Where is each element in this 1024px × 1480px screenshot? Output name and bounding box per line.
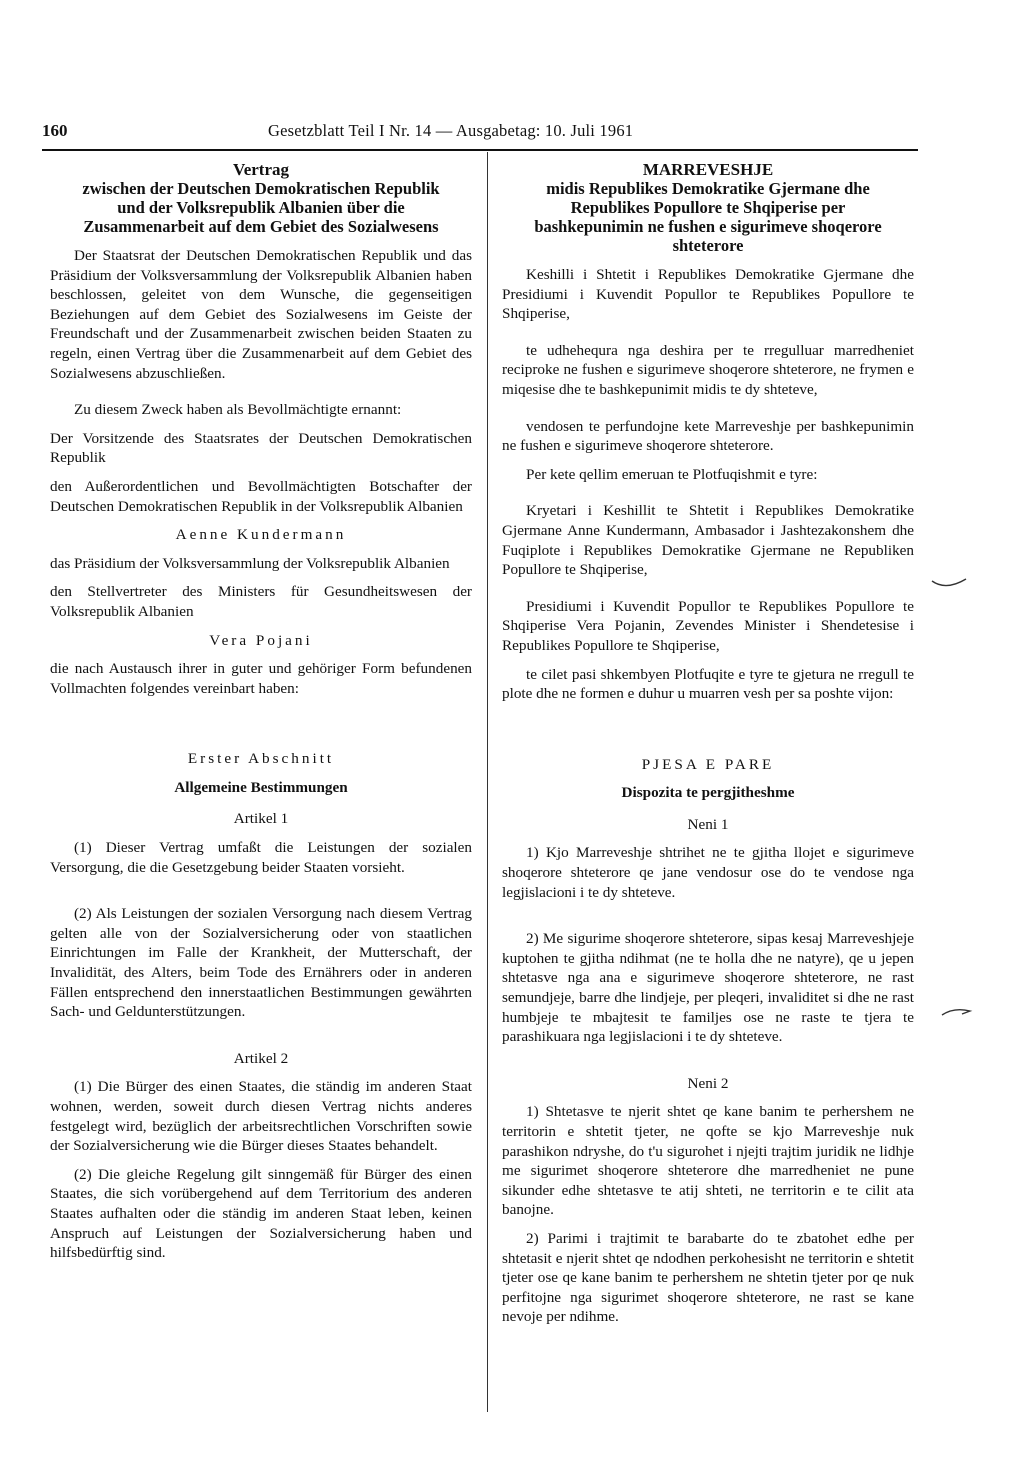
page-header: [42, 121, 918, 145]
german-article-1-para-1: (1) Dieser Vertrag umfaßt die Leistungen der sozialen Versorgung, die die Gesetzgebung beider Staaten vorsieht.: [50, 839, 472, 876]
column-divider: [487, 152, 488, 1412]
albanian-purpose: Per kete qellim emeruan te Plotfuqishmit e tyre:: [526, 465, 818, 483]
albanian-title-line: MARREVESHJE: [642, 160, 774, 179]
german-section-subtitle: Allgemeine Bestimmungen: [174, 778, 348, 796]
german-article-1-para-2: (2) Als Leistungen der sozialen Versorgung nach diesem Vertrag gelten alle von der Sozialversicherung oder von staatlichen Einrichtungen im Falle der Krankheit, der Mutterschaft, der Invalidität, des Alters, beim Tode des Ernährers oder in anderen Fällen entsprechend den innerstaatlichen Bestimmungen gewährten Sach- und Geldunterstützungen.: [50, 905, 472, 1021]
german-article-2-para-2: (2) Die gleiche Regelung gilt sinngemäß für Bürger des einen Staates, die sich vorübergehend auf dem Territorium des anderen Staates aufhalten oder die ständig im anderen Staat leben, keinen Anspruch auf Leistungen der Sozialversicherung haben und hilfsbedürftig sind.: [50, 1165, 472, 1262]
albanian-preamble-3: vendosen te perfundojne kete Marreveshje per bashkepunimin ne fushen e sigurimeve shoqerore shteterore.: [502, 417, 914, 455]
running-title: Gesetzblatt Teil I Nr. 14 — Ausgabetag: 10. Juli 1961: [268, 121, 634, 140]
albanian-article-1-para-1: 1) Kjo Marreveshje shtrihet ne te gjitha llojet e sigurimeve shoqerore shteterore qe jane vendosur ose do te vendose nga legjislacioni i te dy shteteve.: [502, 844, 914, 901]
german-preamble: Der Staatsrat der Deutschen Demokratischen Republik und das Präsidium der Volksversammlung der Volksrepublik Albanien haben beschlossen, geleitet von dem Wunsche, die gegenseitigen Beziehungen auf dem Gebiet des Sozialwesens im Geiste der Freundschaft und der Zusammenarbeit zwischen beiden Staaten zu regeln, einen Vertrag über die Zusammenarbeit auf dem Gebiet des Sozialwesens abzuschließen.: [50, 247, 472, 382]
albanian-agreement: te cilet pasi shkembyen Plotfuqite e tyre te gjetura ne rregull te plote dhe ne formen e duhur u muarren vesh per sa poshte vijon:: [502, 665, 914, 703]
margin-pen-mark: [940, 1005, 980, 1019]
german-appointer-1: Der Vorsitzende des Staatsrates der Deutschen Demokratischen Republik: [50, 429, 472, 467]
german-article-2-para-1: (1) Die Bürger des einen Staates, die ständig im anderen Staat wohnen, werden, soweit durch diesen Vertrag nichts anderes festgelegt wird, bezüglich der arbeitsrechtlichen Vorschriften sowie der Sozialversicherung wie die Bürger dieses Staates behandelt.: [50, 1078, 472, 1155]
german-appointee-2-role: den Stellvertreter des Ministers für Gesundheitswesen der Volksrepublik Albanien: [50, 583, 472, 620]
albanian-title-line: shteterore: [672, 236, 744, 255]
albanian-article-2-para-1: 1) Shtetasve te njerit shtet qe kane banim te perhershem ne territorin e shtetit tjeter, ne qofte se kjo Marreveshje nuk parashikon ndryshe, do t'u sigurohet i njejti trajtim juridik ne lidhje me sigurimet shoqerore shteterore dhe marredheniet ne pune sikunder edhe shtetasve te atij shteti, ne territorin e te cilit ata banojne.: [502, 1103, 914, 1219]
german-appointer-2: das Präsidium der Volksversammlung der Volksrepublik Albanien: [50, 554, 450, 572]
albanian-appointment-1: Kryetari i Keshillit te Shtetit i Republikes Demokratike Gjermane Anne Kundermann, Ambasador i Jashtezakonshem dhe Fuqiplote i Republikes Demokratike Gjermane ne Republiken Popullore te Shqiperise,: [502, 502, 914, 579]
german-purpose: Zu diesem Zweck haben als Bevollmächtigte ernannt:: [74, 401, 402, 419]
albanian-preamble-2: te udhehequra nga deshira per te rregulluar marredheniet reciproke ne fushen e sigurimeve shoqerore shteterore, ne frymen e miqesise dhe te bashkepunimit midis te dy shteteve,: [502, 341, 914, 398]
albanian-section-title: PJESA E PARE: [641, 755, 775, 773]
header-rule: [42, 149, 918, 151]
albanian-title: [502, 160, 914, 255]
german-appointee-1-name: Aenne Kundermann: [175, 526, 347, 544]
german-section-title: Erster Abschnitt: [187, 750, 335, 768]
german-title-line: Zusammenarbeit auf dem Gebiet des Sozialwesens: [83, 217, 439, 236]
page-number: 160: [42, 121, 68, 140]
german-title-line: zwischen der Deutschen Demokratischen Republik: [82, 179, 440, 198]
albanian-title-line: bashkepunimin ne fushen e sigurimeve shoqerore: [534, 217, 882, 236]
german-column: [50, 160, 472, 1272]
german-appointee-2-name: Vera Pojani: [209, 631, 313, 649]
german-article-1-title: Artikel 1: [233, 810, 289, 828]
german-title-line: Vertrag: [232, 160, 289, 179]
albanian-title-line: midis Republikes Demokratike Gjermane dhe: [546, 179, 870, 198]
german-title-line: und der Volksrepublik Albanien über die: [117, 198, 405, 217]
german-title: [50, 160, 472, 236]
albanian-section-subtitle: Dispozita te pergjitheshme: [621, 784, 795, 802]
german-agreement: die nach Austausch ihrer in guter und gehöriger Form befundenen Vollmachten folgendes vereinbart haben:: [50, 660, 472, 697]
albanian-article-1-para-2: 2) Me sigurime shoqerore shteterore, sipas kesaj Marreveshjeje kuptohen te gjitha ndihmat (ne te holla dhe ne natyre), qe u jepen shtetasve nga ana e sigurimeve shoqerore shteterore, ne rast semundjeje, barre dhe lindjeje, per pleqeri, invaliditet si dhe ne rast humbjeje te mbajtesit te familjes ose ne raste te tjera te parashikuara nga legjislacioni i te dy shteteve.: [502, 930, 914, 1046]
margin-pen-mark: [930, 577, 970, 591]
albanian-preamble-1: Keshilli i Shtetit i Republikes Demokratike Gjermane dhe Presidiumi i Kuvendit Popullor te Republikes Popullore te Shqiperise,: [502, 266, 914, 323]
albanian-appointment-2: Presidiumi i Kuvendit Popullor te Republikes Popullore te Shqiperise Vera Pojanin, Zevendes Minister i Shendetesise i Republikes Popullore te Shqiperise,: [502, 597, 914, 654]
german-article-2-title: Artikel 2: [233, 1049, 289, 1067]
albanian-article-2-title: Neni 2: [687, 1074, 729, 1092]
albanian-article-2-para-2: 2) Parimi i trajtimit te barabarte do te zbatohet edhe per shtetasit e njerit shtet qe ndodhen perkohesisht ne territorin e shtetit tjeter ose qe kane banim te perhershem ne shtetin tjeter por qe nuk perfitojne nga sigurimet shoqerore shteterore, ne rast se kane nevoje per ndihme.: [502, 1229, 914, 1326]
albanian-column: [502, 160, 914, 1336]
albanian-title-line: Republikes Popullore te Shqiperise per: [570, 198, 846, 217]
albanian-article-1-title: Neni 1: [687, 815, 729, 833]
german-appointee-1-role: den Außerordentlichen und Bevollmächtigten Botschafter der Deutschen Demokratischen Republik in der Volksrepublik Albanien: [50, 477, 472, 515]
